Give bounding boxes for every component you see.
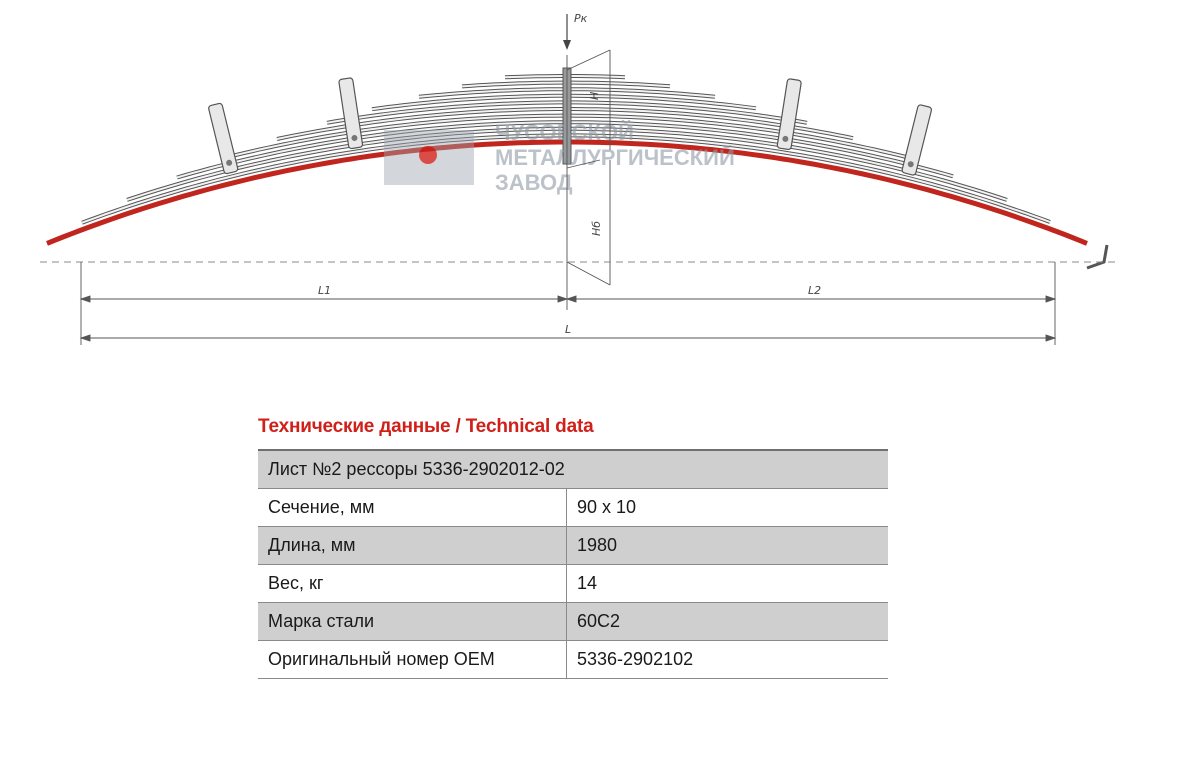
leaf-clamp (902, 104, 933, 175)
table-header-row (258, 450, 888, 489)
row-key: Вес, кг (258, 565, 567, 603)
row-value: 5336-2902102 (567, 641, 889, 679)
height-label-h: H (588, 91, 601, 100)
watermark-line-1: ЧУСОВСКОЙ (495, 120, 634, 145)
leaf-clamp (339, 78, 363, 149)
technical-data-title: Технические данные / Technical data (258, 416, 594, 437)
row-value: 14 (567, 565, 889, 603)
row-key: Оригинальный номер OEM (258, 641, 567, 679)
leaf-end-hook (1087, 245, 1107, 268)
length-label-l2: L2 (808, 284, 822, 297)
height-label-hb: Hб (590, 220, 603, 236)
row-key: Марка стали (258, 603, 567, 641)
table-row (258, 603, 888, 641)
row-key: Сечение, мм (258, 489, 567, 527)
row-value: 1980 (567, 527, 889, 565)
table-header-cell: Лист №2 рессоры 5336-2902012-02 (258, 450, 888, 489)
load-arrow (563, 12, 588, 50)
row-key: Длина, мм (258, 527, 567, 565)
row-value: 90 x 10 (567, 489, 889, 527)
leaf-spring-drawing (0, 0, 1200, 360)
table-row (258, 489, 888, 527)
watermark-line-3: ЗАВОД (495, 170, 573, 195)
table-row (258, 527, 888, 565)
table-row (258, 565, 888, 603)
watermark-line-2: МЕТАЛЛУРГИЧЕСКИЙ (495, 145, 735, 170)
row-value: 60С2 (567, 603, 889, 641)
table-row (258, 641, 888, 679)
length-label-l1: L1 (318, 284, 332, 297)
leaf-clamp (777, 79, 802, 150)
watermark-logo (384, 120, 735, 195)
length-label-l: L (565, 323, 572, 336)
technical-data-table (258, 449, 888, 679)
load-label: Pк (574, 12, 588, 25)
leaf-clamp (208, 103, 238, 174)
spring-leaves (47, 76, 1107, 268)
